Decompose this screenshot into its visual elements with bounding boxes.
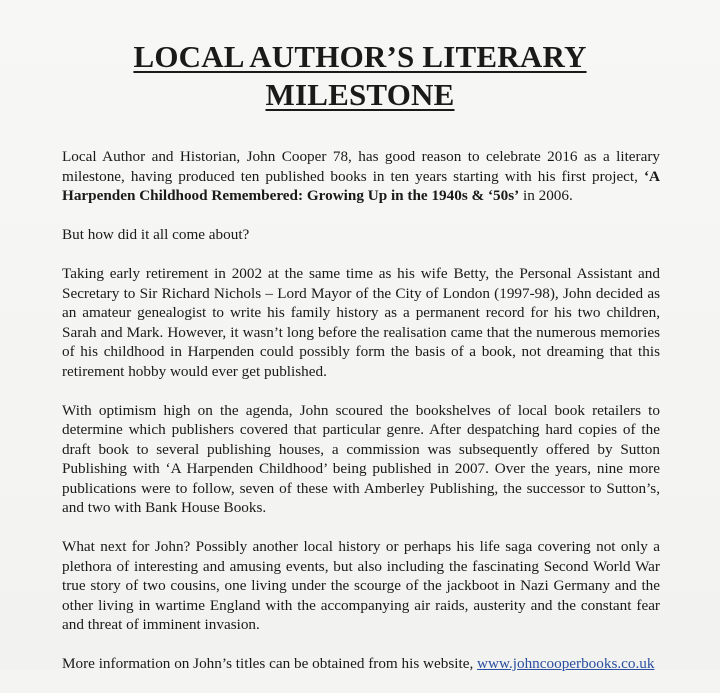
article-body [62, 147, 660, 693]
page-title [0, 0, 720, 114]
paragraph-retirement: Taking early retirement in 2002 at the same time as his wife Betty, the Personal Assistant and Secretary to Sir Richard Nichols – Lord Mayor of the City of London (1997-98), John decided as an amateur genealogist to write his family history as a permanent record for his two children, Sarah and Mark. However, it wasn’t long before the realisation came that the numerous memories of his childhood in Harpenden could possibly form the basis of a book, not dreaming that this retirement hobby would ever get published. [62, 265, 660, 380]
website-text: More information on John’s titles can be obtained from his website, [62, 655, 478, 672]
first-book-title: ‘A Harpenden Childhood Remembered: Growing Up in the 1940s & ‘50s’ [62, 167, 660, 204]
title-line-1: LOCAL AUTHOR’S LITERARY [133, 39, 587, 74]
intro-text: Local Author and Historian, John Cooper 78, has good reason to celebrate 2016 as a literary milestone, having produced ten published books in ten years starting with his first project, [62, 148, 660, 185]
paragraph-publishing: With optimism high on the agenda, John scoured the bookshelves of local book retailers to determine which publishers covered that particular genre. After despatching hard copies of the draft book to several publishing houses, a commission was subsequently offered by Sutton Publishing with ‘A Harpenden Childhood’ being published in 2007. Over the years, nine more publications were to follow, seven of these with Amberley Publishing, the successor to Sutton’s, and two with Bank House Books. [62, 401, 660, 516]
website-link[interactable]: www.johncooperbooks.co.uk [477, 655, 655, 672]
paragraph-next: What next for John? Possibly another local history or perhaps his life saga covering not only a plethora of interesting and amusing events, but also including the fascinating Second World War true story of two cousins, one living under the scourge of the jackboot in Nazi Germany and the other living in wartime England with the accompanying air raids, austerity and the constant fear and threat of imminent invasion. [62, 538, 660, 633]
title-line-2: MILESTONE [265, 77, 455, 112]
intro-text-end: in 2006. [519, 187, 573, 204]
paragraph-question: But how did it all come about? [62, 226, 250, 243]
paragraph-intro [62, 147, 660, 206]
paragraph-website [62, 654, 660, 674]
